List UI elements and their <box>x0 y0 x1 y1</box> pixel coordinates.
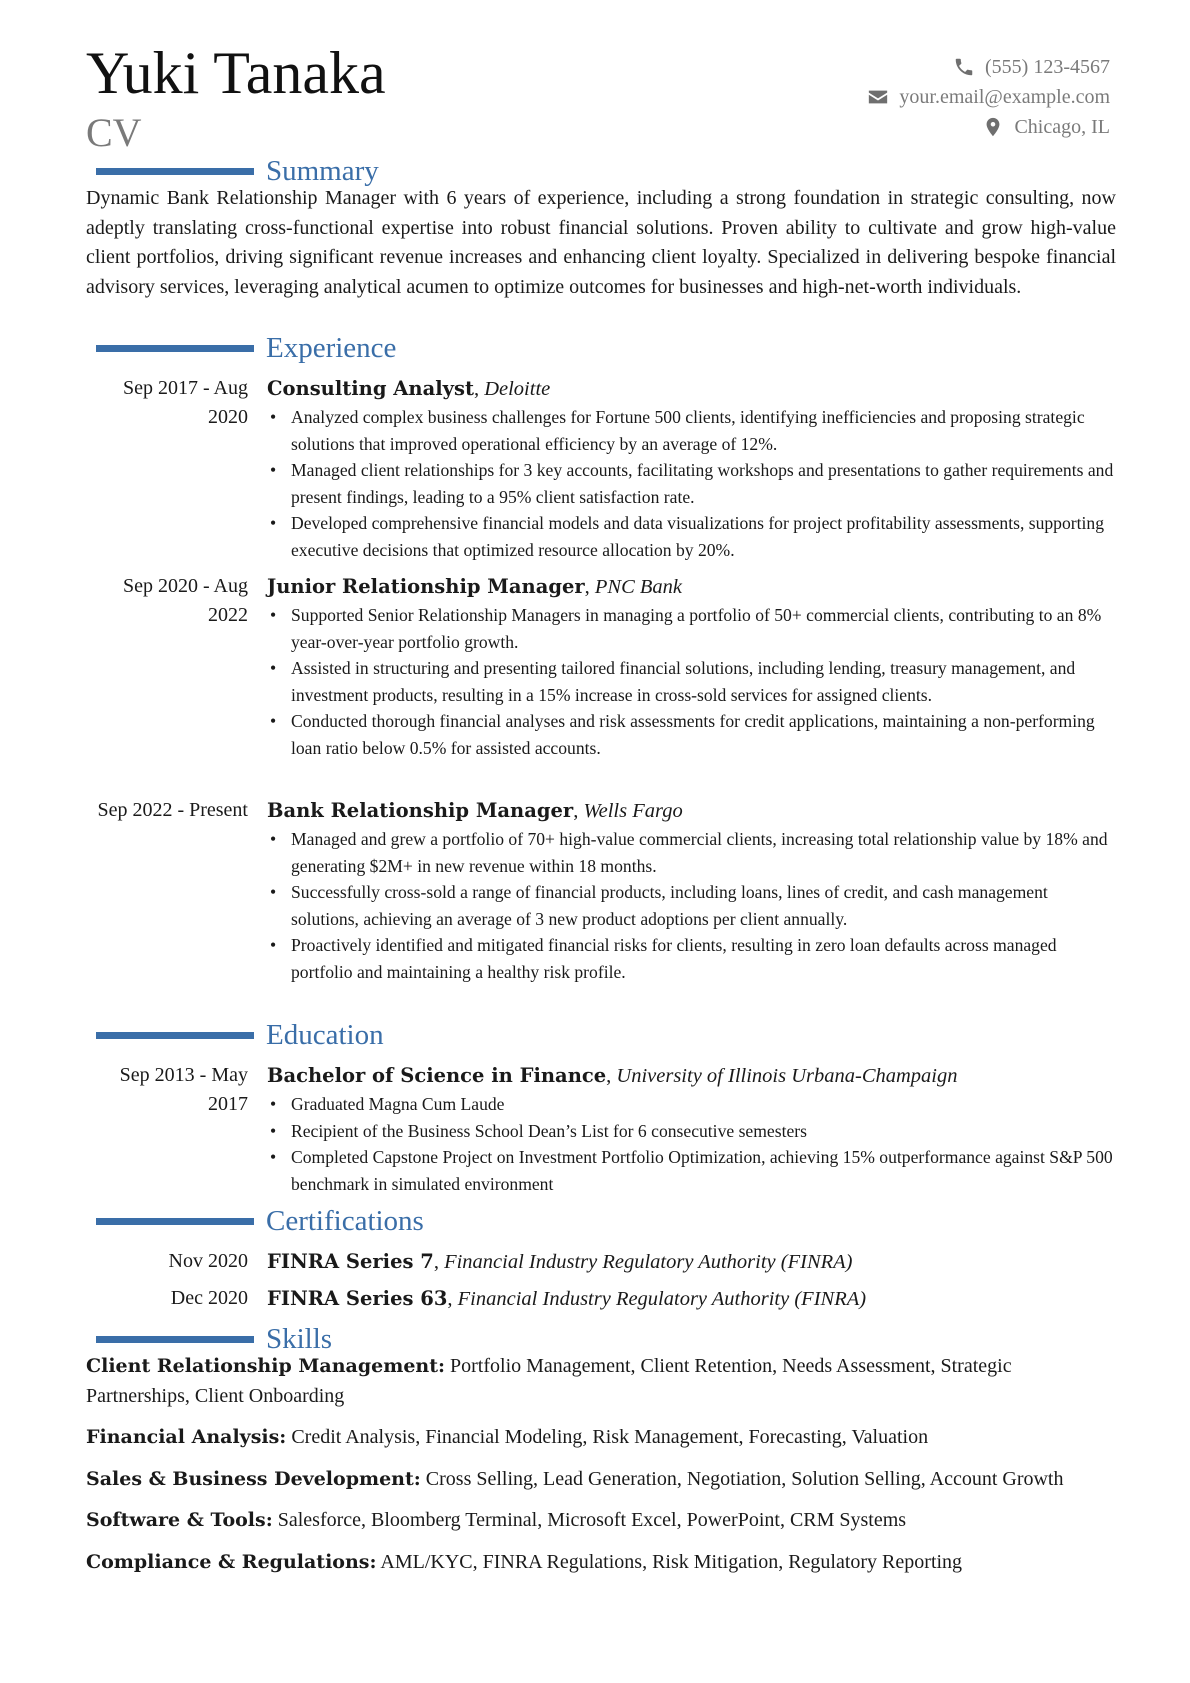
section-rule <box>96 168 254 175</box>
entry-organization: Financial Industry Regulatory Authority (FINRA) <box>444 1251 853 1273</box>
skills-list <box>86 1352 1116 1589</box>
map-pin-icon <box>982 116 1004 138</box>
experience-entry <box>86 572 1116 761</box>
entry-role: Consulting Analyst <box>267 377 474 400</box>
section-rule <box>96 345 254 352</box>
entry-organization: Financial Industry Regulatory Authority (FINRA) <box>457 1288 867 1310</box>
skill-row <box>86 1465 1116 1495</box>
phone-number: (555) 123-4567 <box>985 56 1110 78</box>
entry-date: Nov 2020 <box>168 1250 248 1272</box>
skill-category: Financial Analysis: <box>86 1426 287 1448</box>
section-rule <box>96 1336 254 1343</box>
entry-role: Junior Relationship Manager <box>267 575 585 598</box>
skill-row <box>86 1423 1116 1453</box>
section-skills-heading <box>96 1322 332 1356</box>
section-rule <box>96 1032 254 1039</box>
experience-entry <box>86 796 1116 985</box>
bullet-item: • Proactively identified and mitigated financial risks for clients, resulting in zero loan defaults across managed portfolio and maintaining a healthy risk profile. <box>267 932 1116 985</box>
candidate-name: Yuki Tanaka <box>86 40 386 106</box>
section-experience-heading <box>96 331 396 365</box>
entry-date: Sep 2017 - Aug 2020 <box>123 377 248 428</box>
bullet-item: • Successfully cross-sold a range of financial products, including loans, lines of credit, and cash management solutions, achieving an average of 3 new product adoptions per client annually. <box>267 879 1116 932</box>
bullet-item: • Managed client relationships for 3 key accounts, facilitating workshops and presentations to gather requirements and present findings, leading to a 95% client satisfaction rate. <box>267 457 1116 510</box>
bullet-item: • Graduated Magna Cum Laude <box>267 1091 1116 1118</box>
skill-row <box>86 1548 1116 1578</box>
entry-date: Dec 2020 <box>170 1287 248 1309</box>
entry-organization: Wells Fargo <box>583 800 683 822</box>
skill-row <box>86 1506 1116 1536</box>
section-title: Certifications <box>266 1205 424 1237</box>
bullet-item: • Analyzed complex business challenges for Fortune 500 clients, identifying inefficiencies and proposing strategic solutions that improved operational efficiency by an average of 12%. <box>267 404 1116 457</box>
skill-category: Sales & Business Development: <box>86 1467 421 1490</box>
skill-row <box>86 1352 1116 1411</box>
entry-title: Bachelor of Science in Finance, University of Illinois Urbana-Champaign <box>267 1064 958 1087</box>
entry-organization: PNC Bank <box>594 576 683 598</box>
entry-title: Junior Relationship Manager, PNC Bank <box>267 575 683 598</box>
entry-title: FINRA Series 7, Financial Industry Regulatory Authority (FINRA) <box>267 1250 853 1273</box>
document-subtitle: CV <box>86 110 142 155</box>
bullet-item: • Supported Senior Relationship Managers in managing a portfolio of 50+ commercial clients, contributing to an 8% year-over-year portfolio growth. <box>267 602 1116 655</box>
envelope-icon <box>867 86 889 108</box>
entry-role: FINRA Series 63 <box>267 1287 448 1310</box>
certification-entry <box>86 1284 1116 1314</box>
entry-bullets <box>267 602 1116 761</box>
skill-category: Compliance & Regulations: <box>86 1550 377 1573</box>
phone-icon <box>953 56 975 78</box>
bullet-item: • Developed comprehensive financial models and data visualizations for project profitability assessments, supporting executive decisions that optimized resource allocation by 20%. <box>267 510 1116 563</box>
skill-items: Cross Selling, Lead Generation, Negotiation, Solution Selling, Account Growth <box>425 1467 1064 1490</box>
entry-organization: University of Illinois Urbana-Champaign <box>616 1065 958 1087</box>
entry-bullets <box>267 826 1116 985</box>
entry-role: Bank Relationship Manager <box>267 799 574 822</box>
section-title: Skills <box>266 1323 333 1355</box>
section-summary-heading <box>96 154 379 188</box>
bullet-item: • Recipient of the Business School Dean’s List for 6 consecutive semesters <box>267 1118 1116 1145</box>
section-education-heading <box>96 1018 384 1052</box>
certification-entry <box>86 1247 1116 1277</box>
email-address[interactable]: your.email@example.com <box>899 86 1110 108</box>
skill-items: Credit Analysis, Financial Modeling, Risk Management, Forecasting, Valuation <box>291 1426 929 1448</box>
entry-bullets <box>267 1091 1116 1197</box>
location-text: Chicago, IL <box>1014 116 1110 138</box>
entry-date: Sep 2013 - May 2017 <box>119 1064 248 1115</box>
entry-title: Consulting Analyst, Deloitte <box>267 377 551 400</box>
bullet-item: • Conducted thorough financial analyses and risk assessments for credit applications, maintaining a non-performing loan ratio below 0.5% for assisted accounts. <box>267 708 1116 761</box>
section-certifications-heading <box>96 1204 424 1238</box>
section-title: Summary <box>266 155 379 187</box>
contact-phone <box>867 52 1110 82</box>
contact-block <box>867 52 1110 142</box>
experience-entry <box>86 374 1116 563</box>
skill-items: Portfolio Management, Client Retention, Needs Assessment, Strategic Partnerships, Client Onboarding <box>86 1355 1012 1407</box>
contact-email <box>867 82 1110 112</box>
entry-title: FINRA Series 63, Financial Industry Regulatory Authority (FINRA) <box>267 1287 867 1310</box>
entry-date: Sep 2020 - Aug 2022 <box>123 575 248 626</box>
entry-organization: Deloitte <box>484 378 551 400</box>
entry-role: FINRA Series 7 <box>267 1250 434 1273</box>
entry-date: Sep 2022 - Present <box>97 799 248 821</box>
skill-category: Client Relationship Management: <box>86 1355 446 1377</box>
summary-text: Dynamic Bank Relationship Manager with 6 years of experience, including a strong foundation in strategic consulting, now adeptly translating cross-functional expertise into robust financial solutions. Proven ability to cultivate and grow high-value client portfolios, driving significant revenue increases and enhancing client loyalty. Specialized in delivering bespoke financial advisory services, leveraging analytical acumen to optimize outcomes for businesses and high-net-worth individuals. <box>86 187 1116 298</box>
skill-category: Software & Tools: <box>86 1509 273 1531</box>
skill-items: AML/KYC, FINRA Regulations, Risk Mitigation, Regulatory Reporting <box>380 1550 963 1573</box>
bullet-item: • Managed and grew a portfolio of 70+ high-value commercial clients, increasing total relationship value by 18% and generating $2M+ in new revenue within 18 months. <box>267 826 1116 879</box>
bullet-item: • Completed Capstone Project on Investment Portfolio Optimization, achieving 15% outperformance against S&P 500 benchmark in simulated environment <box>267 1144 1116 1197</box>
skill-items: Salesforce, Bloomberg Terminal, Microsoft Excel, PowerPoint, CRM Systems <box>277 1509 907 1531</box>
section-rule <box>96 1218 254 1225</box>
education-entry <box>86 1061 1116 1197</box>
contact-location <box>867 112 1110 142</box>
section-title: Education <box>266 1019 384 1051</box>
bullet-item: • Assisted in structuring and presenting tailored financial solutions, including lending, treasury management, and investment products, resulting in a 15% increase in cross-sold services for assigned clients. <box>267 655 1116 708</box>
entry-bullets <box>267 404 1116 563</box>
entry-title: Bank Relationship Manager, Wells Fargo <box>267 799 683 822</box>
entry-role: Bachelor of Science in Finance <box>267 1064 607 1087</box>
section-title: Experience <box>266 332 397 364</box>
